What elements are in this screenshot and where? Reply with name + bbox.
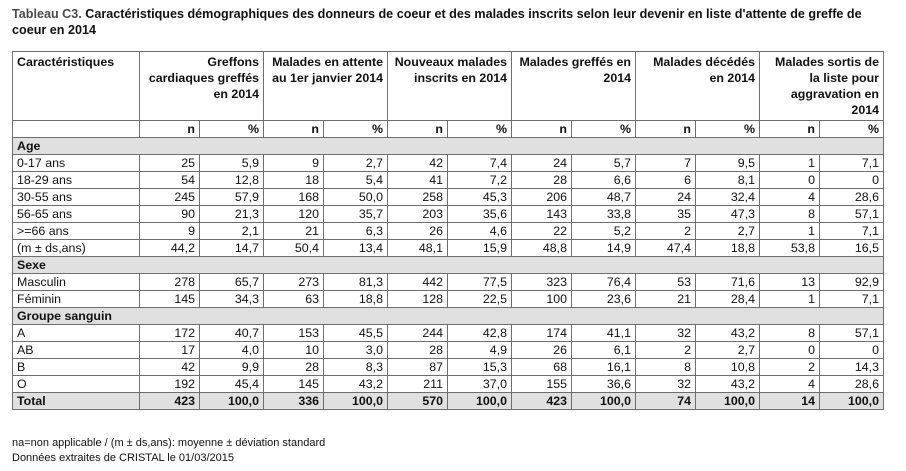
total-pct: 100,0 [200,393,264,410]
cell-n: 4 [760,189,820,206]
cell-n: 8 [636,359,696,376]
cell-pct: 16,5 [820,240,884,257]
cell-n: 26 [512,342,572,359]
section-label: Age [13,138,884,155]
header-row-units [13,121,884,138]
cell-pct: 7,1 [820,223,884,240]
cell-n: 54 [140,172,200,189]
header-pct: % [200,121,264,138]
cell-n: 42 [140,359,200,376]
cell-n: 53,8 [760,240,820,257]
cell-n: 1 [760,155,820,172]
cell-n: 168 [264,189,324,206]
cell-n: 143 [512,206,572,223]
cell-n: 28 [512,172,572,189]
cell-pct: 28,6 [820,189,884,206]
cell-pct: 0 [820,342,884,359]
total-n: 336 [264,393,324,410]
cell-n: 9 [264,155,324,172]
cell-pct: 28,4 [696,291,760,308]
cell-pct: 81,3 [324,274,388,291]
cell-pct: 9,9 [200,359,264,376]
section-header-row [13,138,884,155]
cell-n: 0 [760,172,820,189]
cell-n: 22 [512,223,572,240]
cell-pct: 5,4 [324,172,388,189]
row-label: Féminin [13,291,140,308]
total-pct: 100,0 [572,393,636,410]
cell-n: 0 [760,342,820,359]
cell-pct: 92,9 [820,274,884,291]
header-characteristics: Caractéristiques [13,52,140,121]
cell-pct: 34,3 [200,291,264,308]
total-pct: 100,0 [696,393,760,410]
cell-n: 48,1 [388,240,448,257]
cell-n: 245 [140,189,200,206]
cell-n: 25 [140,155,200,172]
cell-pct: 43,2 [324,376,388,393]
cell-pct: 45,5 [324,325,388,342]
table-row [13,359,884,376]
cell-pct: 9,5 [696,155,760,172]
cell-n: 50,4 [264,240,324,257]
cell-pct: 65,7 [200,274,264,291]
cell-pct: 45,4 [200,376,264,393]
table-row [13,376,884,393]
cell-n: 203 [388,206,448,223]
cell-pct: 3,0 [324,342,388,359]
cell-pct: 37,0 [448,376,512,393]
table-row [13,325,884,342]
cell-pct: 50,0 [324,189,388,206]
cell-n: 53 [636,274,696,291]
cell-pct: 13,4 [324,240,388,257]
header-pct: % [448,121,512,138]
header-nouveaux-inscrits: Nouveaux malades inscrits en 2014 [388,52,512,121]
cell-n: 244 [388,325,448,342]
cell-pct: 14,9 [572,240,636,257]
demographics-table [12,51,884,410]
cell-n: 145 [264,376,324,393]
total-label: Total [13,393,140,410]
cell-n: 42 [388,155,448,172]
cell-n: 6 [636,172,696,189]
header-pct: % [324,121,388,138]
header-row-groups [13,52,884,121]
cell-pct: 6,6 [572,172,636,189]
header-malades-decedes: Malades décédés en 2014 [636,52,760,121]
cell-pct: 14,3 [820,359,884,376]
cell-n: 211 [388,376,448,393]
section-label: Sexe [13,257,884,274]
cell-n: 10 [264,342,324,359]
table-number: Tableau C3. [12,7,82,21]
table-row [13,240,884,257]
cell-pct: 2,1 [200,223,264,240]
cell-pct: 43,2 [696,325,760,342]
cell-n: 2 [636,342,696,359]
cell-n: 4 [760,376,820,393]
cell-pct: 7,1 [820,291,884,308]
header-pct: % [572,121,636,138]
cell-n: 63 [264,291,324,308]
total-n: 423 [512,393,572,410]
cell-pct: 28,6 [820,376,884,393]
row-label: 56-65 ans [13,206,140,223]
cell-pct: 45,3 [448,189,512,206]
cell-pct: 0 [820,172,884,189]
header-malades-greffes: Malades greffés en 2014 [512,52,636,121]
row-label: AB [13,342,140,359]
cell-n: 68 [512,359,572,376]
cell-pct: 71,6 [696,274,760,291]
cell-n: 21 [636,291,696,308]
cell-pct: 43,2 [696,376,760,393]
row-label: (m ± ds,ans) [13,240,140,257]
cell-pct: 35,7 [324,206,388,223]
table-row [13,206,884,223]
cell-n: 145 [140,291,200,308]
cell-n: 32 [636,325,696,342]
cell-pct: 6,1 [572,342,636,359]
cell-n: 9 [140,223,200,240]
cell-n: 47,4 [636,240,696,257]
cell-n: 24 [636,189,696,206]
cell-pct: 21,3 [200,206,264,223]
row-label: 0-17 ans [13,155,140,172]
header-pct: % [696,121,760,138]
cell-n: 24 [512,155,572,172]
cell-pct: 5,7 [572,155,636,172]
table-row [13,189,884,206]
cell-n: 87 [388,359,448,376]
cell-n: 13 [760,274,820,291]
cell-n: 18 [264,172,324,189]
cell-n: 174 [512,325,572,342]
cell-n: 8 [760,206,820,223]
footnote-source: Données extraites de CRISTAL le 01/03/2015 [12,452,234,464]
cell-n: 192 [140,376,200,393]
table-row [13,274,884,291]
cell-n: 278 [140,274,200,291]
table-row [13,291,884,308]
cell-n: 48,8 [512,240,572,257]
cell-n: 323 [512,274,572,291]
cell-pct: 7,4 [448,155,512,172]
cell-pct: 76,4 [572,274,636,291]
cell-n: 120 [264,206,324,223]
footnote-legend: na=non applicable / (m ± ds,ans): moyenne ± déviation standard [12,437,326,449]
total-n: 423 [140,393,200,410]
cell-pct: 14,7 [200,240,264,257]
total-pct: 100,0 [820,393,884,410]
header-n: n [760,121,820,138]
cell-n: 1 [760,291,820,308]
cell-n: 35 [636,206,696,223]
total-n: 570 [388,393,448,410]
cell-pct: 23,6 [572,291,636,308]
cell-pct: 2,7 [696,342,760,359]
cell-pct: 5,9 [200,155,264,172]
cell-pct: 2,7 [324,155,388,172]
cell-pct: 7,1 [820,155,884,172]
cell-n: 100 [512,291,572,308]
cell-n: 41 [388,172,448,189]
cell-pct: 4,0 [200,342,264,359]
cell-pct: 18,8 [696,240,760,257]
cell-n: 32 [636,376,696,393]
cell-pct: 48,7 [572,189,636,206]
header-units-blank [13,121,140,138]
header-greffons-cardiaques: Greffons cardiaques greffés en 2014 [140,52,264,121]
cell-n: 273 [264,274,324,291]
cell-pct: 57,1 [820,325,884,342]
cell-pct: 32,4 [696,189,760,206]
cell-n: 1 [760,223,820,240]
header-n: n [636,121,696,138]
cell-pct: 5,2 [572,223,636,240]
cell-n: 153 [264,325,324,342]
total-pct: 100,0 [324,393,388,410]
cell-n: 26 [388,223,448,240]
cell-pct: 57,1 [820,206,884,223]
table-body [13,138,884,410]
cell-n: 2 [760,359,820,376]
cell-n: 442 [388,274,448,291]
header-n: n [140,121,200,138]
row-label: 18-29 ans [13,172,140,189]
header-n: n [264,121,324,138]
cell-pct: 8,1 [696,172,760,189]
cell-n: 44,2 [140,240,200,257]
section-header-row [13,308,884,325]
cell-n: 128 [388,291,448,308]
cell-n: 90 [140,206,200,223]
cell-n: 172 [140,325,200,342]
cell-n: 28 [264,359,324,376]
row-label: Masculin [13,274,140,291]
row-label: B [13,359,140,376]
cell-pct: 15,3 [448,359,512,376]
cell-n: 28 [388,342,448,359]
table-row [13,223,884,240]
cell-pct: 7,2 [448,172,512,189]
header-malades-en-attente: Malades en attente au 1er janvier 2014 [264,52,388,121]
cell-n: 2 [636,223,696,240]
header-n: n [388,121,448,138]
cell-pct: 6,3 [324,223,388,240]
total-n: 74 [636,393,696,410]
header-malades-sortis: Malades sortis de la liste pour aggravation en 2014 [760,52,884,121]
header-n: n [512,121,572,138]
row-label: O [13,376,140,393]
cell-pct: 57,9 [200,189,264,206]
cell-pct: 2,7 [696,223,760,240]
cell-pct: 36,6 [572,376,636,393]
cell-n: 21 [264,223,324,240]
table-title [12,6,898,38]
cell-pct: 42,8 [448,325,512,342]
cell-n: 258 [388,189,448,206]
section-label: Groupe sanguin [13,308,884,325]
cell-n: 206 [512,189,572,206]
table-row [13,342,884,359]
cell-n: 8 [760,325,820,342]
cell-n: 155 [512,376,572,393]
cell-pct: 33,8 [572,206,636,223]
cell-pct: 10,8 [696,359,760,376]
cell-pct: 8,3 [324,359,388,376]
cell-pct: 4,9 [448,342,512,359]
cell-pct: 4,6 [448,223,512,240]
cell-pct: 41,1 [572,325,636,342]
header-pct: % [820,121,884,138]
cell-pct: 16,1 [572,359,636,376]
total-pct: 100,0 [448,393,512,410]
table-row [13,172,884,189]
cell-pct: 77,5 [448,274,512,291]
table-row [13,155,884,172]
total-n: 14 [760,393,820,410]
cell-pct: 40,7 [200,325,264,342]
cell-pct: 35,6 [448,206,512,223]
cell-n: 7 [636,155,696,172]
cell-pct: 18,8 [324,291,388,308]
row-label: A [13,325,140,342]
total-row [13,393,884,410]
cell-pct: 12,8 [200,172,264,189]
cell-pct: 47,3 [696,206,760,223]
table-caption: Caractéristiques démographiques des donneurs de coeur et des malades inscrits selon leur devenir en liste d'attente de greffe de coeur en 2014 [12,7,862,37]
cell-pct: 15,9 [448,240,512,257]
cell-pct: 22,5 [448,291,512,308]
row-label: >=66 ans [13,223,140,240]
cell-n: 17 [140,342,200,359]
row-label: 30-55 ans [13,189,140,206]
section-header-row [13,257,884,274]
